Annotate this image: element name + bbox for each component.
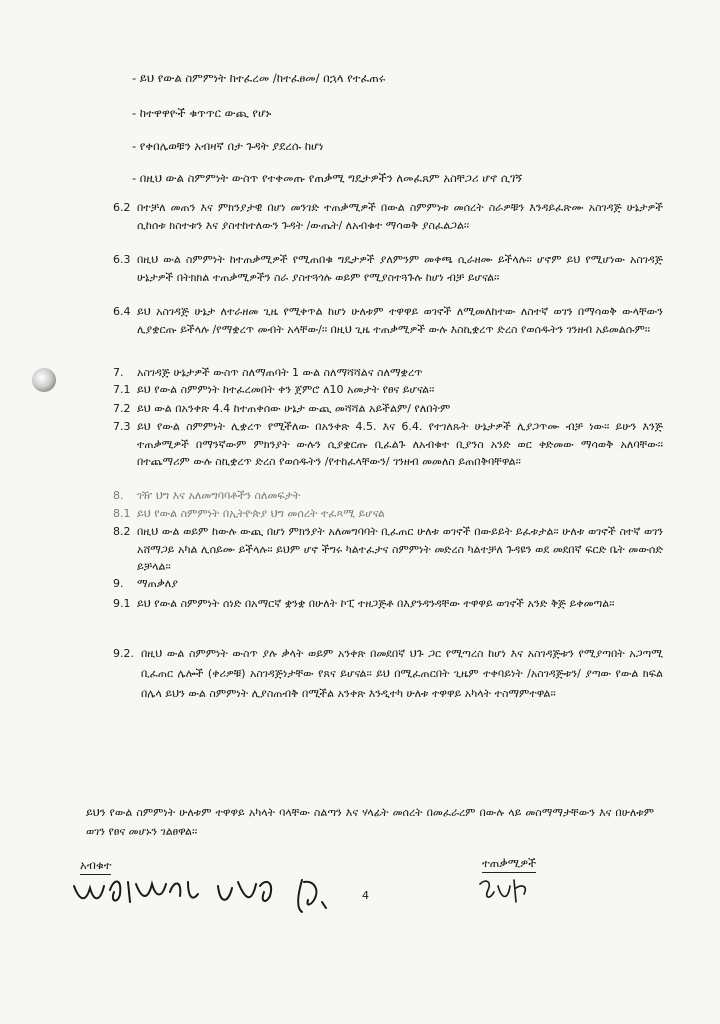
punch-hole-icon [32, 368, 56, 392]
section-number: 8.1 [113, 507, 131, 520]
section-heading: ገዥ ህግ እና አለመግባባቶችን ስለመፍታት [137, 489, 301, 502]
section-text: በዚህ ውል ስምምነት ከተጠቃሚዎች የሚጠበቁ ግዴታዎች ያለምንም መቀጫ ሲራዘሙ ይችላሉ፡፡ ሆኖም ይህ የሚሆነው አስገዳጅ ሁኔታዎች በትክክል ተጠቃሚዎችን ስራ ያስተጓጎሉ ወይም የሚያስተጓጉሉ ከሆነ ብቻ ይሆናል፡፡ [137, 253, 663, 284]
section-number: 8.2 [113, 525, 131, 538]
section-number: 7.3 [113, 420, 131, 433]
section-text: ይህ የውል ስምምነት ሊቋረጥ የሚችለው በአንቀጽ 4.5. እና 6.4. የተገለጹት ሁኔታዎች ሊያጋጥሙ ብቻ ነው፡፡ ይሁን እንጅ ተጠቃሚዎች በማንኛውም ምክንያት ውሉን ሲያቋርጡ ቢፈልጉ ለአብቁተ ቢያንስ አንድ ወር ቀድመው ማሳወቅ አለባቸው፡፡ በተጨማሪም ውሉ ስኪቋረጥ ድረስ የወሰዱትን /የተከፈላቸውን/ ገንዘብ መመለስ ይጠበቅባቸዋል፡፡ [137, 420, 663, 468]
section-text: ይህ የውል ስምምነት ሰነድ በአማርኛ ቋንቋ በሁለት ኮፒ ተዘጋጅቶ በእያንዳንዳቸው ተዋዋይ ወገኖች አንድ ቅጅ ይቀመጣል፡፡ [137, 597, 615, 610]
bullet-item: - ይህ የውል ስምምነት ከተፈረመ /ከተፈፀመ/ በኋላ የተፈጠሩ [132, 71, 386, 85]
bullet-item: - በዚህ ውል ስምምነት ውስጥ የተቀመጡ የጠቃሚ ግዴታዎችን ለመፈጸም አስቸጋሪ ሆኖ ሲገኝ [132, 171, 523, 185]
section-text: ይህ የውል ስምምነት በኢትዮጵያ ህግ መሰረት ተፈጻሚ ይሆናል [137, 507, 385, 520]
page-number: 4 [362, 889, 369, 902]
closing-statement: ይህን የውል ስምምነት ሁለቱም ተዋዋይ አካላት ባላቸው ስልጣን እና ሃላፊት መሰረት በመፈራረም በውሉ ላይ መስማማታቸውን እና በሁለቱም ወገን የፀና መሆኑን ገልፀዋል፡፡ [86, 806, 654, 838]
section-number: 6.4 [113, 305, 131, 318]
signatory-label-right: ተጠቃሚዎች [482, 856, 536, 873]
section-heading: ማጠቃለያ [137, 577, 178, 590]
signature-right [476, 874, 536, 908]
section-number: 6.3 [113, 253, 131, 266]
section-number: 7.1 [113, 383, 131, 396]
section-text: ይህ አስገዳጅ ሁኔታ ለተራዘመ ጊዜ የሚቀጥል ከሆነ ሁለቱም ተዋዋይ ወገኖች ለሚመለከተው ለስተኛ ወገን በማሳወቅ ውላቸውን ሊያቋርጡ ይችላሉ /የማቋረጥ መብት አላቸው/፡፡ በዚህ ጊዜ ተጠቃሚዎች ውሉ እስኪቋረጥ ድረስ የወሰዱትን ገንዘብ አይመልሱም፡፡ [137, 305, 663, 336]
section-heading: አስገዳጅ ሁኔታዎች ውስጥ ስለማጠባት 1 ውል ስለማሻሻልና ስለማቋረጥ [137, 366, 423, 379]
signatory-label-left: አብቁተ [80, 858, 111, 875]
section-text: ይህ ውል በአንቀጽ 4.4 ከተጠቀሰው ሁኔታ ውጪ መሻሻል አይችልም/ የለበትም [137, 402, 451, 415]
section-number: 6.2 [113, 201, 131, 214]
bullet-item: - ከተዋዋዮች ቁጥጥር ውጪ የሆኑ [132, 106, 272, 120]
section-number: 9.1 [113, 597, 131, 610]
section-text: በተቻለ መጠን እና ምክንያታዊ በሆነ መንገድ ተጠቃሚዎች በውል ስምምነቱ መሰረት ስራዎቹን እንዳይፈጽሙ አስገዳጅ ሁኔታዎች ሲከሰቱ ክስተቱን እና ያስተከተለውን ጉዳት /ውጤት/ ለአብቁተ ማሳወቅ ያስፈልጋል፡፡ [137, 201, 663, 232]
section-number: 9.2. [113, 647, 134, 660]
section-number: 7.2 [113, 402, 131, 415]
section-number: 9. [113, 577, 124, 590]
section-text: በዚህ ውል ወይም ከውሉ ውጪ በሆነ ምክንያት አለመግባባት ቢፈጠር ሁለቱ ወገኖች በውይይት ይፈቱታል፡፡ ሁለቱ ወገኖች ስተኛ ወገን አሸማጋይ አካል ሊሰይሙ ይችላሉ፡፡ ይህም ሆኖ ችግሩ ካልተፈታና ስምምነት መድረስ ካልተቻለ ጉዳዩን ወደ መደበኛ ፍርድ ቤት መውሰድ ይቻላል፡፡ [137, 525, 663, 573]
bullet-item: - የቀበሌወቹን አብዛኛ በታ ጉዳት ያደረሱ ከሆነ [132, 139, 324, 153]
section-number: 8. [113, 489, 124, 502]
signature-left [70, 872, 350, 922]
section-number: 7. [113, 366, 124, 379]
section-text: ይህ የውል ስምምነት ከተፈረመበት ቀን ጀምሮ ለ10 አመታት የፀና ይሆናል፡፡ [137, 383, 435, 396]
section-text: በዚህ ውል ስምምነት ውስጥ ያሉ ቃላት ወይም አንቀጽ በመደበኛ ህጉ ጋር የሚጣረስ ከሆነ እና አስገዳጅቱን የሚያጣበት አጋጣሚ ቢፈጠር ሌሎች (ቀሪዎቹ) አስገዳጅነታቸው የጸና ይሆናል፡፡ ይህ በሚፈጠርበት ጊዜም ተቀባይነት /አስገዳጅቱን/ ያጣው የውል ክፍል በሌላ ይህን ውል ስምምነት ሊያስጠብቅ በሚችል አንቀጽ እንዲተካ ሁለቱ ተዋዋይ አካላት ተስማምተዋል፡፡ [141, 647, 663, 700]
